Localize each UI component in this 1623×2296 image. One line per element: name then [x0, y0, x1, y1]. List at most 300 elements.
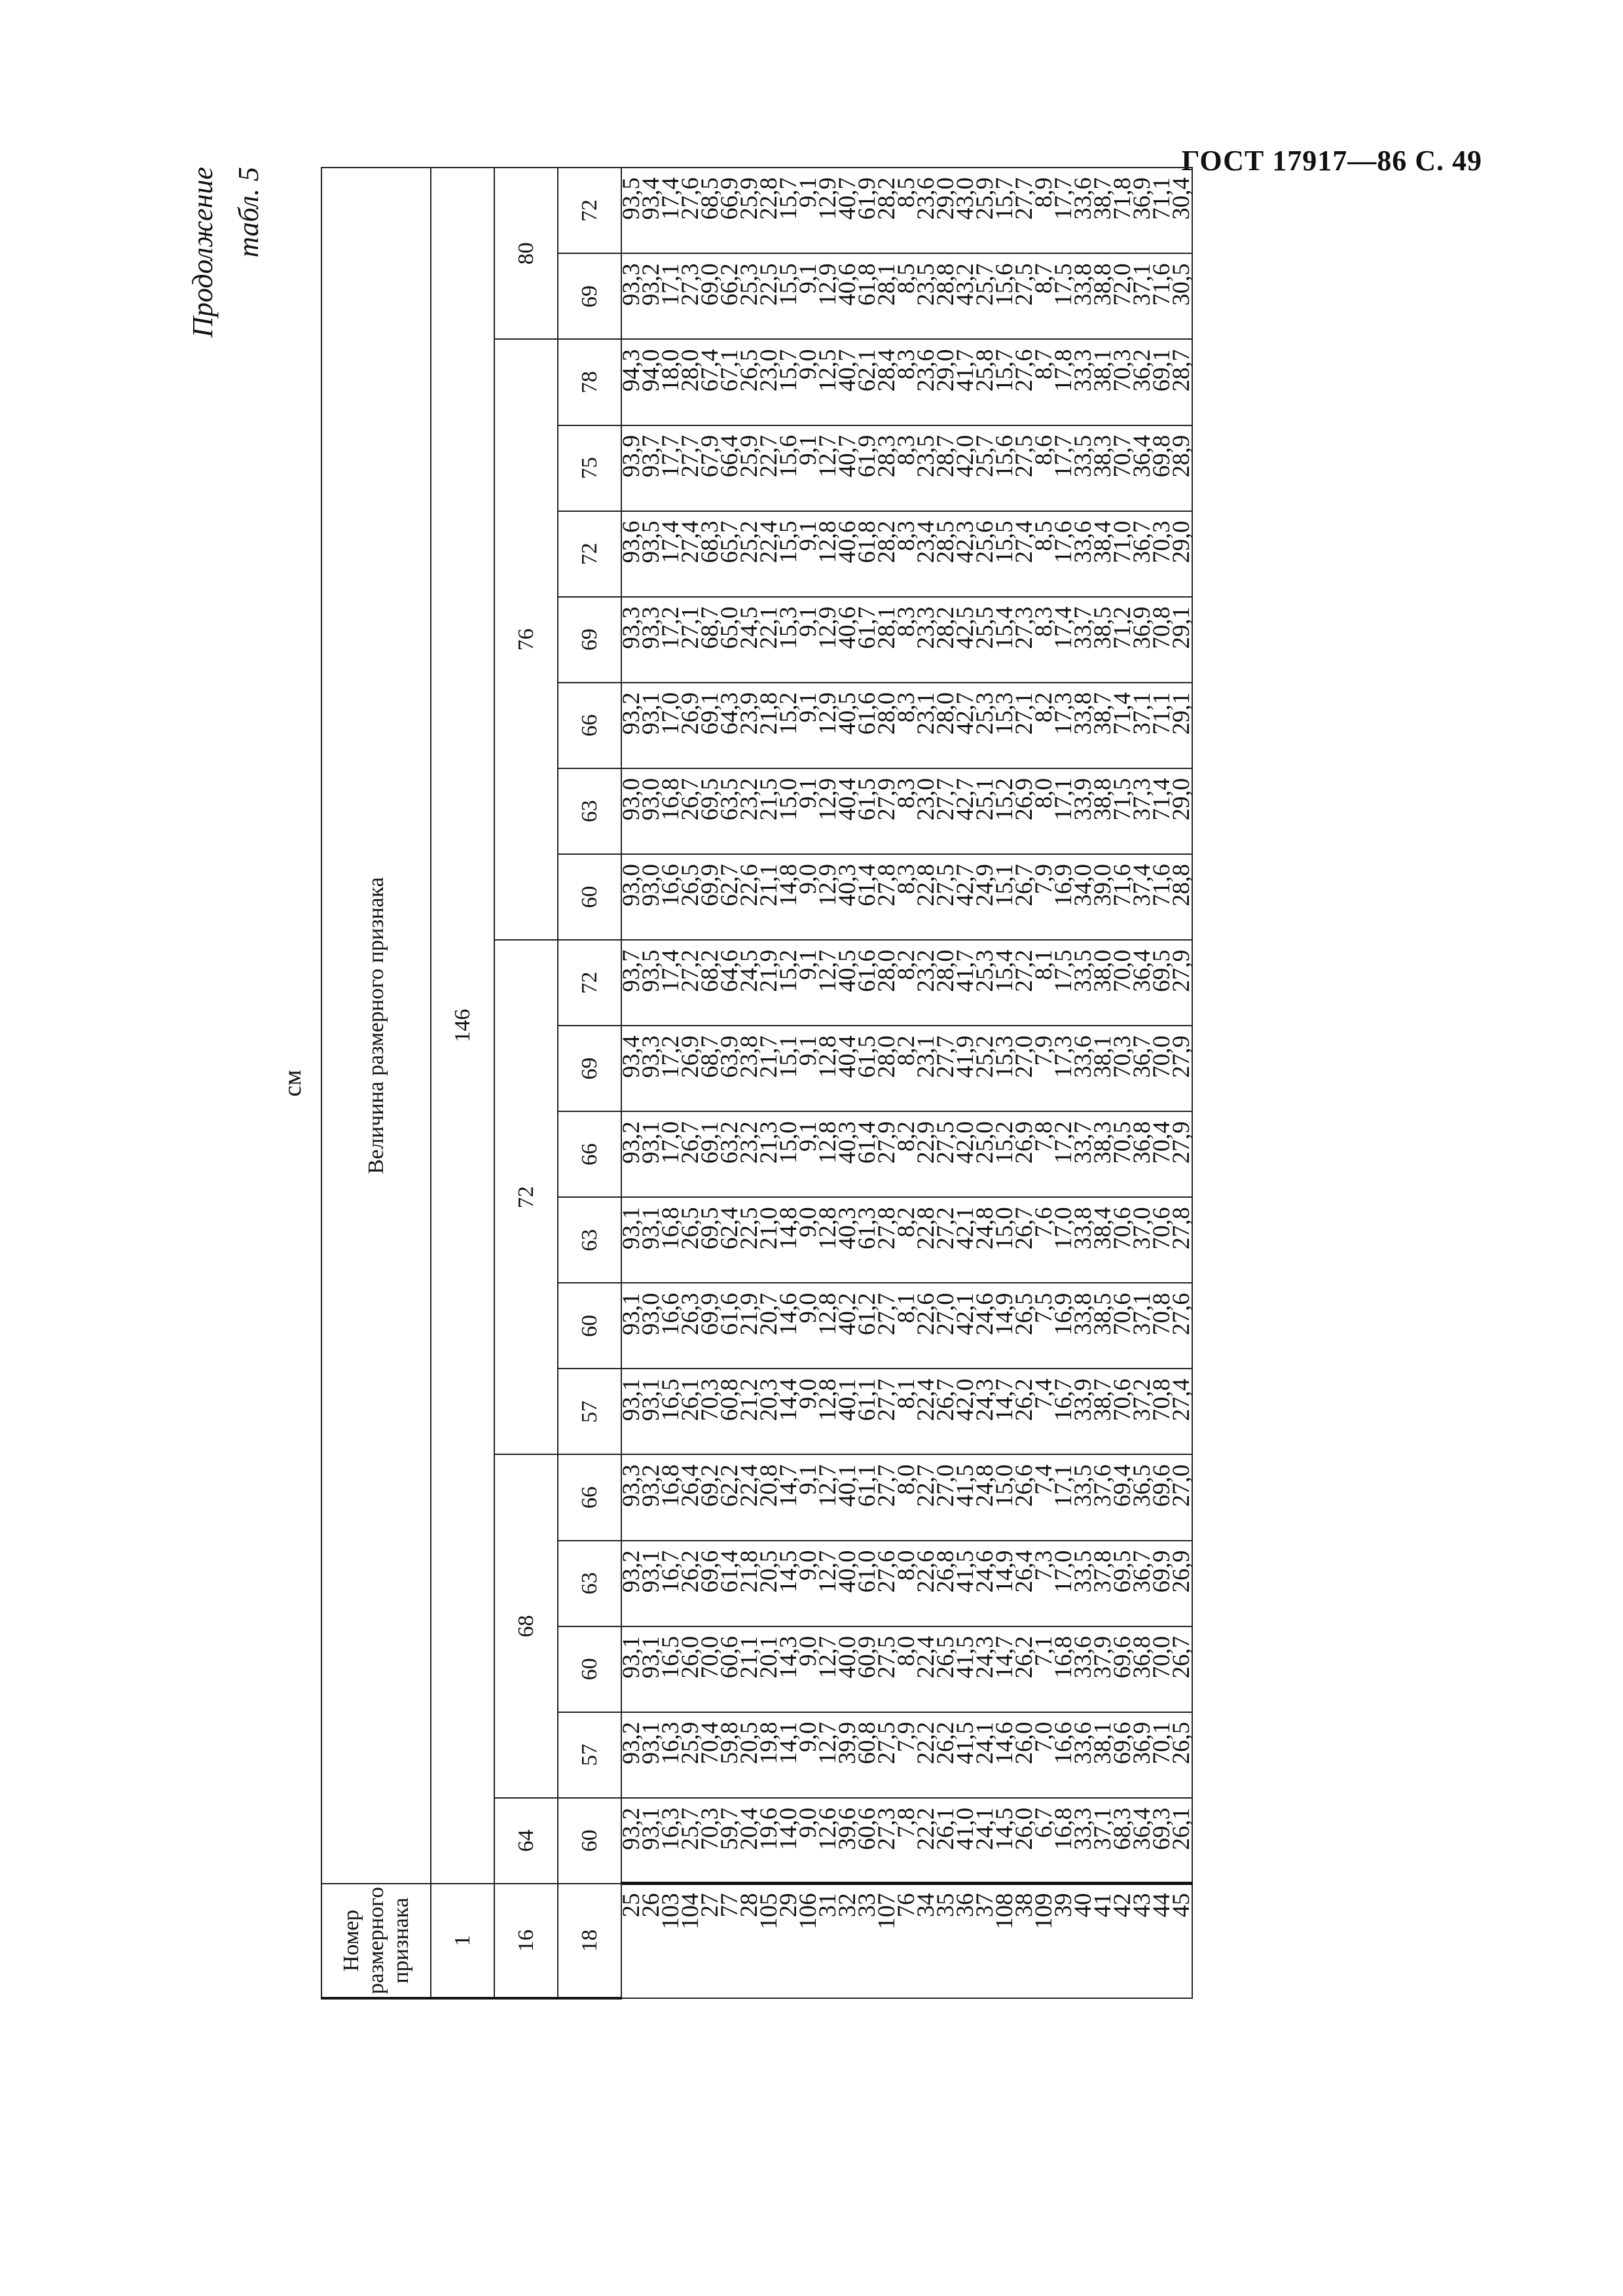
table-cell: 24,8	[976, 1197, 995, 1283]
table-cell: 93,2	[621, 1712, 642, 1798]
table-cell: 93,9	[621, 425, 642, 511]
table-cell: 29,0	[1172, 768, 1192, 854]
table-cell: 37,0	[1133, 1197, 1152, 1283]
table-cell: 25,8	[976, 339, 995, 425]
page-header: ГОСТ 17917—86 С. 49	[1181, 145, 1482, 177]
table-cell: 22,7	[759, 425, 779, 511]
table-cell: 25,1	[976, 768, 995, 854]
row-number: 104	[681, 1884, 701, 1998]
table-cell: 39,0	[1093, 854, 1113, 940]
table-cell: 59,8	[720, 1712, 740, 1798]
table-cell: 63,5	[720, 768, 740, 854]
table-cell: 24,9	[976, 854, 995, 940]
table-cell: 30,5	[1172, 253, 1192, 339]
row-number: 26	[642, 1884, 661, 1998]
table-cell: 93,2	[621, 1111, 642, 1197]
table-cell: 71,6	[1152, 854, 1172, 940]
table-cell: 26,5	[681, 854, 701, 940]
table-cell: 22,8	[917, 854, 936, 940]
table-cell: 26,7	[1172, 1626, 1192, 1712]
table-cell: 25,6	[976, 511, 995, 597]
table-cell: 40,5	[838, 683, 858, 768]
table-cell: 69,1	[701, 1111, 720, 1197]
table-cell: 27,4	[1172, 1369, 1192, 1454]
table-cell: 61,5	[858, 1026, 877, 1111]
table-cell: 38,8	[1093, 253, 1113, 339]
table-cell: 61,2	[858, 1283, 877, 1369]
table-cell: 26,8	[936, 1541, 956, 1626]
table-cell: 94,0	[642, 339, 661, 425]
table-cell: 8,7	[1034, 339, 1054, 425]
table-cell: 26,4	[681, 1455, 701, 1541]
table-cell: 15,2	[995, 768, 1015, 854]
table-cell: 38,1	[1093, 1026, 1113, 1111]
table-cell: 15,5	[779, 511, 799, 597]
table-cell: 14,8	[779, 1197, 799, 1283]
table-cell: 15,6	[995, 425, 1015, 511]
table-cell: 27,3	[877, 1798, 897, 1884]
table-cell: 9,1	[799, 768, 818, 854]
row-number: 35	[936, 1884, 956, 1998]
table-cell: 27,6	[1015, 339, 1034, 425]
table-cell: 22,4	[917, 1369, 936, 1454]
table-cell: 66,9	[720, 168, 740, 253]
table-cell: 22,5	[740, 1197, 759, 1283]
table-cell: 37,1	[1093, 1798, 1113, 1884]
table-cell: 69,1	[1152, 339, 1172, 425]
table-cell: 12,7	[818, 1541, 838, 1626]
table-cell: 71,6	[1113, 854, 1133, 940]
table-cell: 25,3	[740, 253, 759, 339]
table-cell: 27,7	[681, 425, 701, 511]
table-cell: 15,4	[995, 940, 1015, 1026]
table-cell: 15,2	[995, 1111, 1015, 1197]
table-cell: 70,3	[1113, 339, 1133, 425]
table-cell: 27,5	[936, 1111, 956, 1197]
tolerance-group-header: 64	[494, 1798, 558, 1884]
table-cell: 93,3	[621, 597, 642, 683]
table-cell: 38,1	[1093, 1712, 1113, 1798]
table-cell: 61,8	[858, 253, 877, 339]
column-header: 63	[558, 1197, 621, 1283]
table-cell: 70,6	[1113, 1283, 1133, 1369]
table-cell: 69,6	[1113, 1712, 1133, 1798]
row-number: 109	[1034, 1884, 1054, 1998]
table-cell: 70,6	[1113, 1369, 1133, 1454]
table-cell: 25,9	[740, 168, 759, 253]
table-cell: 33,9	[1074, 1369, 1093, 1454]
table-cell: 21,3	[759, 1111, 779, 1197]
table-cell: 16,5	[661, 1369, 681, 1454]
table-cell: 60,9	[858, 1626, 877, 1712]
index-146-header: 146	[431, 168, 494, 1884]
table-cell: 12,9	[818, 597, 838, 683]
column-header: 69	[558, 1026, 621, 1111]
table-cell: 38,7	[1093, 683, 1113, 768]
table-cell: 93,2	[642, 1455, 661, 1541]
table-cell: 69,5	[701, 1197, 720, 1283]
table-cell: 94,3	[621, 339, 642, 425]
table-cell: 38,8	[1093, 768, 1113, 854]
table-cell: 40,6	[838, 597, 858, 683]
table-cell: 93,1	[642, 1369, 661, 1454]
row-number: 105	[759, 1884, 779, 1998]
table-cell: 27,7	[1015, 168, 1034, 253]
table-cell: 24,1	[976, 1798, 995, 1884]
table-cell: 42,7	[956, 768, 976, 854]
table-cell: 70,5	[1113, 1111, 1133, 1197]
table-cell: 15,1	[995, 854, 1015, 940]
table-cell: 8,3	[897, 425, 917, 511]
table-cell: 12,7	[818, 1455, 838, 1541]
table-cell: 7,9	[897, 1712, 917, 1798]
corner-header: Номер размерного признака	[321, 1884, 431, 1998]
table-cell: 61,4	[858, 854, 877, 940]
table-cell: 69,4	[1113, 1455, 1133, 1541]
table-cell: 14,7	[779, 1455, 799, 1541]
table-cell: 37,1	[1133, 1283, 1152, 1369]
table-cell: 17,4	[661, 168, 681, 253]
table-cell: 9,0	[799, 1712, 818, 1798]
column-header: 72	[558, 940, 621, 1026]
table-cell: 40,5	[838, 940, 858, 1026]
table-cell: 28,1	[877, 253, 897, 339]
table-cell: 8,2	[897, 1026, 917, 1111]
table-cell: 30,4	[1172, 168, 1192, 253]
table-cell: 36,4	[1133, 940, 1152, 1026]
row-number: 33	[858, 1884, 877, 1998]
table-cell: 69,5	[1113, 1541, 1133, 1626]
table-cell: 71,1	[1152, 168, 1172, 253]
table-cell: 21,8	[740, 1541, 759, 1626]
table-cell: 22,6	[917, 1283, 936, 1369]
table-cell: 26,2	[1015, 1626, 1034, 1712]
table-cell: 27,0	[936, 1283, 956, 1369]
table-cell: 20,5	[759, 1541, 779, 1626]
table-cell: 15,2	[779, 940, 799, 1026]
table-cell: 7,4	[1034, 1455, 1054, 1541]
table-cell: 37,1	[1133, 683, 1152, 768]
table-cell: 16,8	[661, 1455, 681, 1541]
table-cell: 69,5	[1152, 940, 1172, 1026]
table-cell: 15,2	[779, 683, 799, 768]
row-number: 38	[1015, 1884, 1034, 1998]
table-cell: 37,6	[1093, 1455, 1113, 1541]
table-cell: 26,9	[1015, 1111, 1034, 1197]
table-cell: 62,7	[720, 854, 740, 940]
table-cell: 27,9	[877, 1111, 897, 1197]
table-cell: 15,0	[779, 768, 799, 854]
table-cell: 41,5	[956, 1541, 976, 1626]
row-number: 27	[701, 1884, 720, 1998]
table-cell: 33,7	[1074, 1111, 1093, 1197]
table-cell: 93,3	[621, 253, 642, 339]
table-cell: 64,3	[720, 683, 740, 768]
table-cell: 8,3	[1034, 597, 1054, 683]
table-continuation-label: Продолжение табл. 5	[187, 167, 264, 338]
table-cell: 70,0	[1113, 940, 1133, 1026]
table-cell: 28,4	[877, 339, 897, 425]
table-cell: 9,0	[799, 1541, 818, 1626]
table-cell: 69,6	[701, 1541, 720, 1626]
table-cell: 9,1	[799, 168, 818, 253]
table-cell: 93,5	[642, 940, 661, 1026]
table-cell: 37,8	[1093, 1541, 1113, 1626]
table-cell: 69,1	[701, 683, 720, 768]
table-cell: 26,5	[740, 339, 759, 425]
table-cell: 36,9	[1133, 597, 1152, 683]
column-header: 72	[558, 168, 621, 253]
table-cell: 15,5	[779, 253, 799, 339]
table-cell: 42,0	[956, 1369, 976, 1454]
table-cell: 28,9	[1172, 425, 1192, 511]
table-cell: 43,2	[956, 253, 976, 339]
table-cell: 93,3	[621, 1455, 642, 1541]
table-cell: 36,9	[1133, 168, 1152, 253]
table-cell: 25,7	[976, 425, 995, 511]
table-cell: 26,4	[1015, 1541, 1034, 1626]
table-cell: 41,5	[956, 1712, 976, 1798]
table-cell: 7,9	[1034, 854, 1054, 940]
table-cell: 26,6	[1015, 1455, 1034, 1541]
table-cell: 29,0	[936, 339, 956, 425]
table-cell: 24,5	[740, 940, 759, 1026]
table-cell: 16,8	[1054, 1626, 1074, 1712]
table-cell: 27,1	[681, 597, 701, 683]
table-cell: 8,0	[897, 1626, 917, 1712]
table-cell: 12,9	[818, 253, 838, 339]
table-cell: 24,5	[740, 597, 759, 683]
table-cell: 27,6	[681, 168, 701, 253]
table-cell: 40,3	[838, 1111, 858, 1197]
table-cell: 17,2	[1054, 1111, 1074, 1197]
table-cell: 38,3	[1093, 1111, 1113, 1197]
table-cell: 8,2	[897, 1197, 917, 1283]
table-cell: 17,7	[661, 425, 681, 511]
table-cell: 61,6	[720, 1283, 740, 1369]
table-cell: 9,1	[799, 1026, 818, 1111]
row-number: 34	[917, 1884, 936, 1998]
table-cell: 22,8	[759, 168, 779, 253]
table-cell: 23,1	[917, 683, 936, 768]
row-number: 32	[838, 1884, 858, 1998]
table-cell: 9,1	[799, 253, 818, 339]
table-cell: 27,7	[936, 768, 956, 854]
table-cell: 70,3	[1152, 511, 1172, 597]
table-cell: 20,1	[759, 1626, 779, 1712]
table-cell: 12,7	[818, 940, 838, 1026]
table-cell: 69,9	[1152, 1541, 1172, 1626]
table-cell: 8,2	[1034, 683, 1054, 768]
table-cell: 70,6	[1113, 1197, 1133, 1283]
table-cell: 34,0	[1074, 854, 1093, 940]
table-cell: 33,3	[1074, 339, 1093, 425]
table-cell: 16,8	[661, 1197, 681, 1283]
table-cell: 93,0	[621, 854, 642, 940]
table-cell: 33,6	[1074, 511, 1093, 597]
table-cell: 38,7	[1093, 1369, 1113, 1454]
table-cell: 61,1	[858, 1369, 877, 1454]
table-cell: 33,8	[1074, 1197, 1093, 1283]
table-cell: 27,7	[877, 1369, 897, 1454]
table-cell: 26,7	[936, 1369, 956, 1454]
table-cell: 93,7	[642, 425, 661, 511]
table-cell: 93,1	[621, 1197, 642, 1283]
row-number: 36	[956, 1884, 976, 1998]
table-cell: 42,7	[956, 683, 976, 768]
table-cell: 16,6	[661, 854, 681, 940]
table-cell: 8,2	[897, 1111, 917, 1197]
row-number: 108	[995, 1884, 1015, 1998]
table-cell: 40,6	[838, 253, 858, 339]
table-cell: 24,8	[976, 1455, 995, 1541]
table-cell: 70,3	[701, 1798, 720, 1884]
column-header: 66	[558, 1111, 621, 1197]
table-cell: 93,1	[642, 1712, 661, 1798]
table-cell: 26,9	[681, 683, 701, 768]
row-number: 28	[740, 1884, 759, 1998]
table-cell: 33,5	[1074, 940, 1093, 1026]
table-cell: 33,5	[1074, 425, 1093, 511]
table-cell: 40,7	[838, 168, 858, 253]
table-cell: 71,0	[1113, 511, 1133, 597]
tolerance-group-header: 80	[494, 168, 558, 339]
table-cell: 9,1	[799, 1111, 818, 1197]
table-cell: 14,9	[995, 1283, 1015, 1369]
column-header: 60	[558, 854, 621, 940]
table-cell: 27,1	[1015, 683, 1034, 768]
table-cell: 15,4	[995, 597, 1015, 683]
table-cell: 36,4	[1133, 1798, 1152, 1884]
table-cell: 25,3	[976, 683, 995, 768]
table-cell: 33,8	[1074, 683, 1093, 768]
table-cell: 17,4	[661, 511, 681, 597]
table-row	[1172, 168, 1192, 1998]
table-cell: 33,6	[1074, 1712, 1093, 1798]
table-cell: 21,8	[759, 683, 779, 768]
row-number: 44	[1152, 1884, 1172, 1998]
table-cell: 33,6	[1074, 168, 1093, 253]
table-cell: 17,7	[1054, 425, 1074, 511]
table-cell: 8,1	[897, 1369, 917, 1454]
table-cell: 33,3	[1074, 1798, 1093, 1884]
table-cell: 26,1	[1172, 1798, 1192, 1884]
table-cell: 68,3	[701, 511, 720, 597]
table-cell: 33,7	[1074, 597, 1093, 683]
table-cell: 33,6	[1074, 1626, 1093, 1712]
table-cell: 28,0	[877, 683, 897, 768]
table-cell: 23,3	[917, 597, 936, 683]
table-cell: 21,0	[759, 1197, 779, 1283]
row-number: 40	[1074, 1884, 1093, 1998]
column-header: 75	[558, 425, 621, 511]
table-cell: 22,8	[917, 1197, 936, 1283]
table-cell: 22,2	[917, 1798, 936, 1884]
index-1-header: 1	[431, 1884, 494, 1998]
table-cell: 61,9	[858, 425, 877, 511]
table-cell: 24,3	[976, 1369, 995, 1454]
row-number: 29	[779, 1884, 799, 1998]
table-cell: 93,1	[642, 1111, 661, 1197]
table-cell: 23,6	[917, 168, 936, 253]
table-cell: 40,0	[838, 1626, 858, 1712]
table-cell: 17,2	[661, 1026, 681, 1111]
rotated-table-block	[180, 167, 1450, 2000]
table-cell: 28,0	[936, 940, 956, 1026]
table-cell: 28,8	[936, 253, 956, 339]
table-cell: 71,1	[1152, 683, 1172, 768]
table-cell: 61,9	[858, 168, 877, 253]
table-cell: 27,9	[1172, 1111, 1192, 1197]
table-cell: 26,5	[1015, 1283, 1034, 1369]
table-cell: 26,5	[1172, 1712, 1192, 1798]
row-number: 106	[799, 1884, 818, 1998]
row-number: 37	[976, 1884, 995, 1998]
table-cell: 25,5	[976, 597, 995, 683]
row-number: 76	[897, 1884, 917, 1998]
table-cell: 9,1	[799, 683, 818, 768]
table-cell: 20,7	[759, 1283, 779, 1369]
table-cell: 60,6	[858, 1798, 877, 1884]
table-cell: 9,1	[799, 511, 818, 597]
table-cell: 70,4	[1152, 1111, 1172, 1197]
table-cell: 61,6	[858, 940, 877, 1026]
table-cell: 33,5	[1074, 1455, 1093, 1541]
table-cell: 21,1	[740, 1626, 759, 1712]
table-cell: 69,9	[701, 854, 720, 940]
table-cell: 38,1	[1093, 339, 1113, 425]
table-cell: 40,3	[838, 1197, 858, 1283]
table-cell: 40,6	[838, 511, 858, 597]
table-cell: 42,7	[956, 854, 976, 940]
table-cell: 66,4	[720, 425, 740, 511]
table-cell: 12,6	[818, 1798, 838, 1884]
table-cell: 27,4	[1015, 511, 1034, 597]
table-cell: 16,7	[1054, 1369, 1074, 1454]
table-cell: 22,4	[917, 1626, 936, 1712]
table-cell: 93,4	[621, 1026, 642, 1111]
table-cell: 12,8	[818, 511, 838, 597]
column-header: 72	[558, 511, 621, 597]
table-cell: 28,2	[877, 168, 897, 253]
table-cell: 15,7	[995, 339, 1015, 425]
table-cell: 69,8	[1152, 425, 1172, 511]
table-cell: 41,7	[956, 339, 976, 425]
table-cell: 61,3	[858, 1197, 877, 1283]
table-cell: 70,0	[1152, 1626, 1172, 1712]
table-cell: 8,5	[1034, 511, 1054, 597]
table-cell: 23,4	[917, 511, 936, 597]
table-cell: 28,8	[1172, 854, 1192, 940]
table-cell: 9,0	[799, 1369, 818, 1454]
table-cell: 7,1	[1034, 1626, 1054, 1712]
table-cell: 93,1	[621, 1369, 642, 1454]
table-cell: 23,5	[917, 425, 936, 511]
table-cell: 65,7	[720, 511, 740, 597]
table-cell: 8,5	[897, 253, 917, 339]
table-cell: 69,6	[1113, 1626, 1133, 1712]
table-cell: 8,7	[1034, 253, 1054, 339]
table-cell: 12,8	[818, 1026, 838, 1111]
table-cell: 25,0	[976, 1111, 995, 1197]
table-cell: 27,0	[1015, 1026, 1034, 1111]
index-16-header: 16	[494, 1884, 558, 1998]
table-cell: 61,7	[858, 597, 877, 683]
table-cell: 28,3	[877, 425, 897, 511]
table-cell: 14,6	[779, 1283, 799, 1369]
table-cell: 27,5	[936, 854, 956, 940]
table-cell: 22,7	[917, 1455, 936, 1541]
